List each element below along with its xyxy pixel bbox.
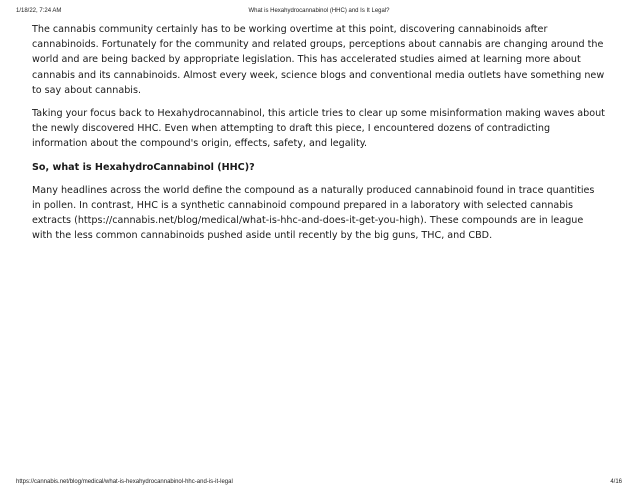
article-paragraph-3: Many headlines across the world define the compound as a naturally produced cannabinoid found in trace quantities in pollen. In contrast, HHC is a synthetic cannabinoid compound prepared in a laboratory with selected cannabis extracts (https://cannabis.net/blog/medical/what-is-hhc-and-does-it-get-you-high). These compounds are in league with the less common cannabinoids pushed aside until recently by the big guns, THC, and CBD. — [32, 184, 595, 242]
article-body — [32, 22, 606, 244]
article-paragraph-1: The cannabis community certainly has to be working overtime at this point, discovering cannabinoids after cannabinoids. Fortunately for the community and related groups, perceptions about cannabis are changing around the world and are being backed by appropriate legislation. This has accelerated studies aimed at learning more about cannabis and its cannabinoids. Almost every week, science blogs and conventional media outlets have something new to say about cannabis. — [32, 24, 605, 96]
print-header — [16, 8, 622, 18]
print-footer — [16, 475, 622, 485]
print-source-url[interactable]: https://cannabis.net/blog/medical/what-is-hexahydrocannabinol-hhc-and-is-it-legal — [16, 479, 233, 485]
article-paragraph-2: Taking your focus back to Hexahydrocannabinol, this article tries to clear up some misinformation making waves about the newly discovered HHC. Even when attempting to draft this piece, I encountered dozens of contradicting information about the compound's origin, effects, safety, and legality. — [32, 108, 605, 150]
page-number: 4/16 — [610, 479, 622, 485]
print-page-title: What is Hexahydrocannabinol (HHC) and Is It Legal? — [248, 8, 390, 14]
section-heading: So, what is HexahydroCannabinol (HHC)? — [32, 161, 255, 173]
print-datetime: 1/18/22, 7:24 AM — [16, 8, 62, 14]
